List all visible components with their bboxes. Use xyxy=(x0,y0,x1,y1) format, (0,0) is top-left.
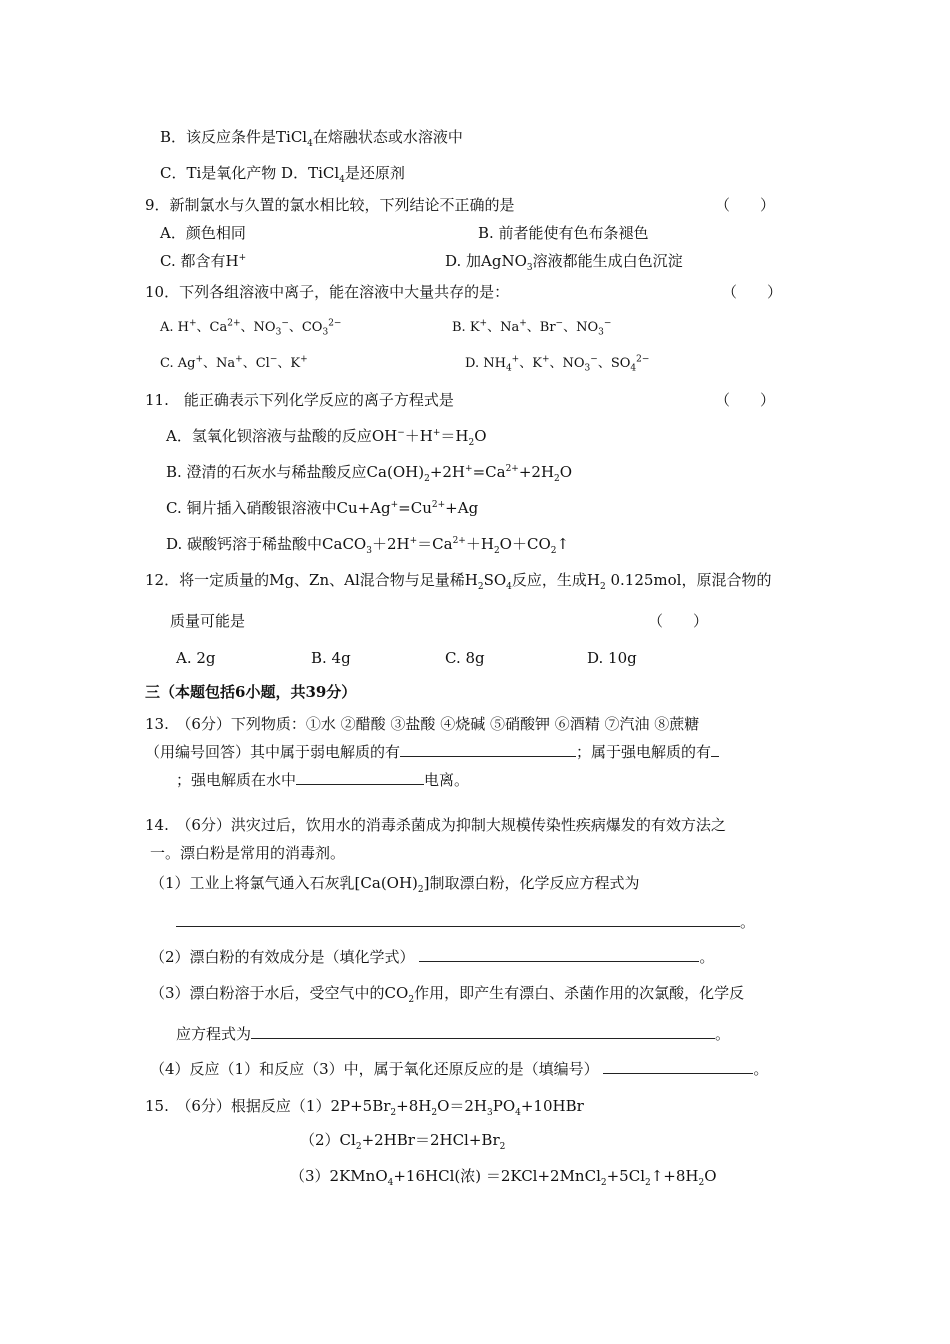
q9-option-d: D. 加AgNO$_3$溶液都能生成白色沉淀 xyxy=(445,252,683,273)
q13-ionize-suffix: 电离。 xyxy=(424,771,470,789)
q11-option-a: A．氢氧化钡溶液与盐酸的反应$OH^-+H^+=H_2O$ xyxy=(166,427,487,448)
section-3-title: 三（本题包括6小题，共39分） xyxy=(145,683,357,701)
q14-part-1-blank[interactable] xyxy=(176,912,740,927)
q12-answer-paren: （ ） xyxy=(648,612,709,630)
q14-part-3-cont xyxy=(176,1024,730,1044)
q12-stem-cont: 质量可能是 xyxy=(170,612,246,630)
q13-weak-label: （用编号回答）其中属于弱电解质的有 xyxy=(145,743,401,761)
q13-strong-label: ；属于强电解质的有 xyxy=(576,743,712,761)
q14-part-4-label: （4）反应（1）和反应（3）中，属于氧化还原反应的是（填编号） xyxy=(150,1060,599,1078)
q10-answer-paren: （ ） xyxy=(722,283,783,301)
q12-stem: 12．将一定质量的Mg、Zn、Al混合物与足量稀$H_2SO_4$反应，生成$H_2$ 0.125mol，原混合物的 xyxy=(145,571,772,592)
q10-option-a: A. H+、$Ca^{2+}$、$NO_3^-$、$CO_3^{2-}$ xyxy=(160,318,342,338)
q15-line-3: （3）2KMnO$_4$+16HCl(浓) $=2KCl+2MnCl_2+5Cl_2↑+8H_2O$ xyxy=(290,1167,717,1188)
q9-option-c: C. 都含有H+ xyxy=(160,252,247,270)
q14-part-3-label: 应方程式为 xyxy=(176,1025,252,1043)
q14-line-1: 14. （6分）洪灾过后，饮用水的消毒杀菌成为抑制大规模传染性疾病爆发的有效方法之 xyxy=(145,816,726,834)
q14-part-1-period: 。 xyxy=(740,913,756,931)
q10-option-b: B. K+、Na+、Br−、$NO_3^-$ xyxy=(452,318,612,338)
q9-answer-paren: （ ） xyxy=(715,196,776,214)
q14-part-3-blank[interactable] xyxy=(251,1024,715,1039)
q15-line-2: $(2)Cl_2+2HBr=2HCl+Br_2$ xyxy=(300,1131,506,1152)
q10-option-c: C. Ag+、Na+、Cl−、K+ xyxy=(160,354,308,371)
q11-option-c: C. 铜片插入硝酸银溶液中$Cu+Ag^+=Cu^{2+}+Ag$ xyxy=(166,499,479,517)
q14-part-4 xyxy=(150,1059,768,1079)
q11-option-d: D. 碳酸钙溶于稀盐酸中$CaCO_3+2H^+=Ca^{2+}+H_2O+CO_2↑$ xyxy=(166,535,570,556)
q13-weak-blank[interactable] xyxy=(400,742,576,757)
q9-stem: 9．新制氯水与久置的氯水相比较，下列结论不正确的是 xyxy=(145,196,515,214)
q14-part-3-period: 。 xyxy=(715,1025,731,1043)
q13-line-1: 13. （6分）下列物质：①水 ②醋酸 ③盐酸 ④烧碱 ⑤硝酸钾 ⑥酒精 ⑦汽油 ⑧蔗糖 xyxy=(145,715,700,733)
q14-part-4-period: 。 xyxy=(753,1060,769,1078)
q14-part-1-answer xyxy=(176,912,755,932)
q14-line-2: 一。漂白粉是常用的消毒剂。 xyxy=(150,844,346,862)
q12-option-a: A. 2g xyxy=(176,649,216,667)
q14-part-2-label: （2）漂白粉的有效成分是（填化学式） xyxy=(150,948,415,966)
q12-option-b: B. 4g xyxy=(311,649,351,667)
q13-ionize-blank[interactable] xyxy=(296,770,424,785)
q14-part-2-blank[interactable] xyxy=(419,947,699,962)
q11-answer-paren: （ ） xyxy=(715,391,776,409)
q14-part-1: （1）工业上将氯气通入石灰乳$[Ca(OH)_2]$制取漂白粉，化学反应方程式为 xyxy=(150,874,640,895)
q11-stem: 11. 能正确表示下列化学反应的离子方程式是 xyxy=(145,391,454,409)
q15-line-1: 15. （6分）根据反应$(1)2P+5Br_2+8H_2O=2H_3PO_4+10HBr$ xyxy=(145,1097,584,1118)
q12-option-d: D. 10g xyxy=(587,649,637,667)
q10-stem: 10．下列各组溶液中离子，能在溶液中大量共存的是： xyxy=(145,283,510,301)
q14-part-4-blank[interactable] xyxy=(603,1059,753,1074)
q9-option-a: A．颜色相同 xyxy=(160,224,246,242)
q11-option-b: B. 澄清的石灰水与稀盐酸反应$Ca(OH)_2+2H^+=Ca^{2+}+2H_2O$ xyxy=(166,463,573,484)
q13-line-2 xyxy=(145,742,719,762)
q13-line-3 xyxy=(176,770,469,790)
q8-options-cd: C．Ti是氧化产物 D．TiCl$_4$是还原剂 xyxy=(160,164,405,185)
q10-option-d: D. $NH_4^+$、K+、$NO_3^-$、$SO_4^{2-}$ xyxy=(465,354,650,374)
q13-strong-blank[interactable] xyxy=(711,742,719,757)
q13-ionize-label: ；强电解质在水中 xyxy=(176,771,297,789)
q14-part-2 xyxy=(150,947,714,967)
q12-option-c: C. 8g xyxy=(445,649,485,667)
q9-option-b: B. 前者能使有色布条褪色 xyxy=(478,224,649,242)
q14-part-2-period: 。 xyxy=(699,948,715,966)
q8-option-b: B．该反应条件是TiCl$_4$在熔融状态或水溶液中 xyxy=(160,128,463,149)
q14-part-3: （3）漂白粉溶于水后，受空气中的$CO_2$作用，即产生有漂白、杀菌作用的次氯酸，化学反 xyxy=(150,984,745,1005)
